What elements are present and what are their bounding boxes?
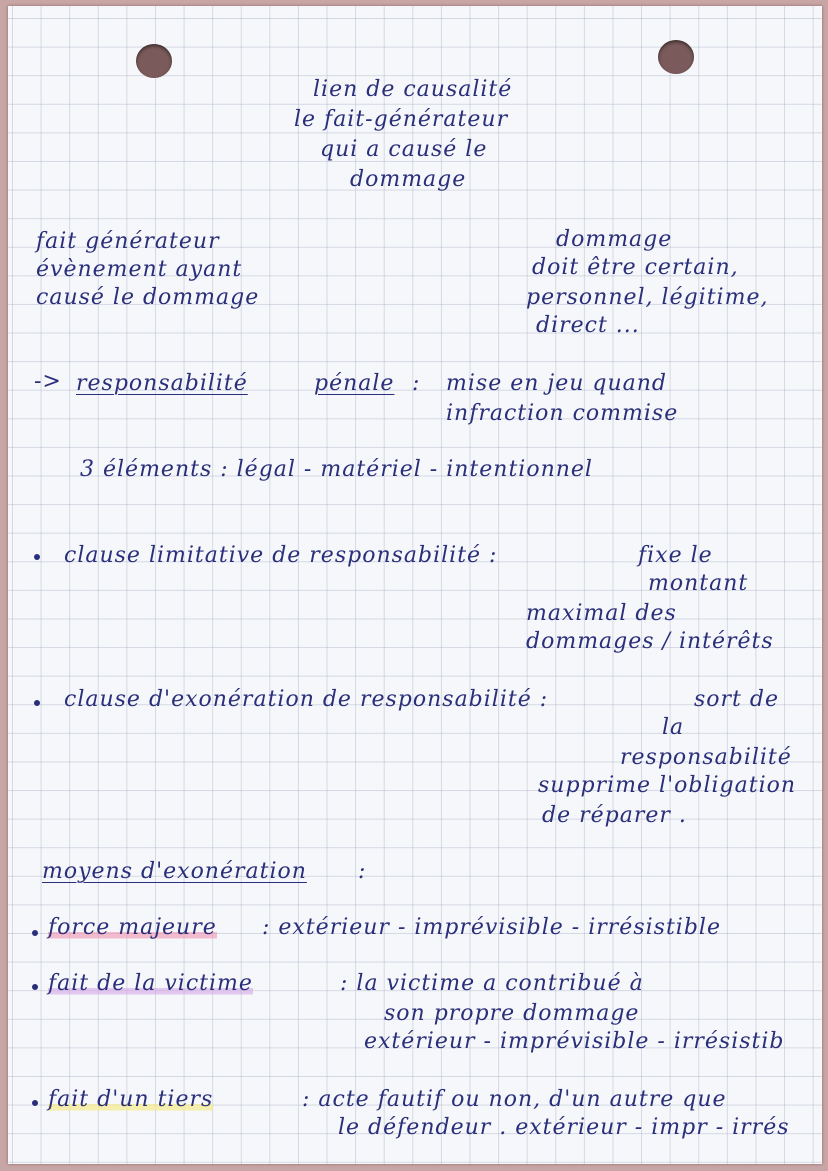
clause-exoneration-def-4: supprime l'obligation	[538, 773, 797, 798]
clause-exoneration-def-2: la	[662, 715, 685, 740]
bullet	[32, 1100, 38, 1106]
fait-generateur-line-2: évènement ayant	[36, 257, 243, 282]
fait-generateur-line-3: causé le dommage	[36, 285, 260, 310]
bullet	[34, 700, 40, 706]
fait-tiers-def-2: le défendeur . extérieur - impr - irrés	[338, 1115, 790, 1140]
fait-victime-def-3: extérieur - imprévisible - irrésistib	[364, 1029, 785, 1054]
bullet	[34, 554, 40, 560]
fait-generateur-heading: fait générateur	[36, 229, 220, 254]
penale-colon: :	[412, 371, 421, 396]
penale-term: pénale	[314, 371, 395, 396]
fait-tiers-def-1: : acte fautif ou non, d'un autre que	[302, 1087, 727, 1112]
dommage-line-4: direct ...	[536, 313, 640, 338]
penale-def-2: infraction commise	[446, 401, 679, 426]
title-line-4: dommage	[350, 167, 467, 192]
moyens-colon: :	[358, 859, 367, 884]
bullet	[32, 984, 38, 990]
responsabilite-term: responsabilité	[76, 371, 248, 396]
clause-exoneration-def-3: responsabilité	[620, 745, 792, 770]
fait-victime-def-1: : la victime a contribué à	[340, 971, 644, 996]
clause-limitative-def-3: maximal des	[526, 601, 677, 626]
clause-exoneration-def-1: sort de	[694, 687, 779, 712]
fait-victime-term: fait de la victime	[48, 971, 253, 996]
penale-def-1: mise en jeu quand	[446, 371, 668, 396]
title-line-2: le fait-générateur	[294, 107, 509, 132]
clause-limitative-def-4: dommages / intérêts	[526, 629, 774, 654]
clause-limitative-def-2: montant	[648, 571, 749, 596]
punch-hole-right	[658, 40, 694, 74]
force-majeure-term: force majeure	[48, 915, 217, 940]
force-majeure-def: : extérieur - imprévisible - irrésistible	[262, 915, 721, 940]
moyens-heading: moyens d'exonération	[42, 859, 307, 884]
page-title: lien de causalité	[313, 77, 513, 102]
clause-limitative: clause limitative de responsabilité :	[64, 543, 498, 568]
clause-exoneration: clause d'exonération de responsabilité :	[64, 687, 549, 712]
punch-hole-left	[136, 44, 172, 78]
clause-exoneration-def-5: de réparer .	[542, 803, 687, 828]
elements-line: 3 éléments : légal - matériel - intentionnel	[80, 457, 593, 482]
fait-tiers-term: fait d'un tiers	[48, 1087, 214, 1112]
bullet	[32, 930, 38, 936]
title-line-3: qui a causé le	[320, 137, 488, 162]
dommage-line-2: doit être certain,	[532, 255, 739, 280]
dommage-heading: dommage	[556, 227, 673, 252]
fait-victime-def-2: son propre dommage	[384, 1001, 640, 1026]
clause-limitative-def-1: fixe le	[638, 543, 713, 568]
dommage-line-3: personnel, légitime,	[526, 285, 769, 310]
arrow: ->	[34, 369, 62, 394]
notebook-page	[8, 6, 822, 1164]
